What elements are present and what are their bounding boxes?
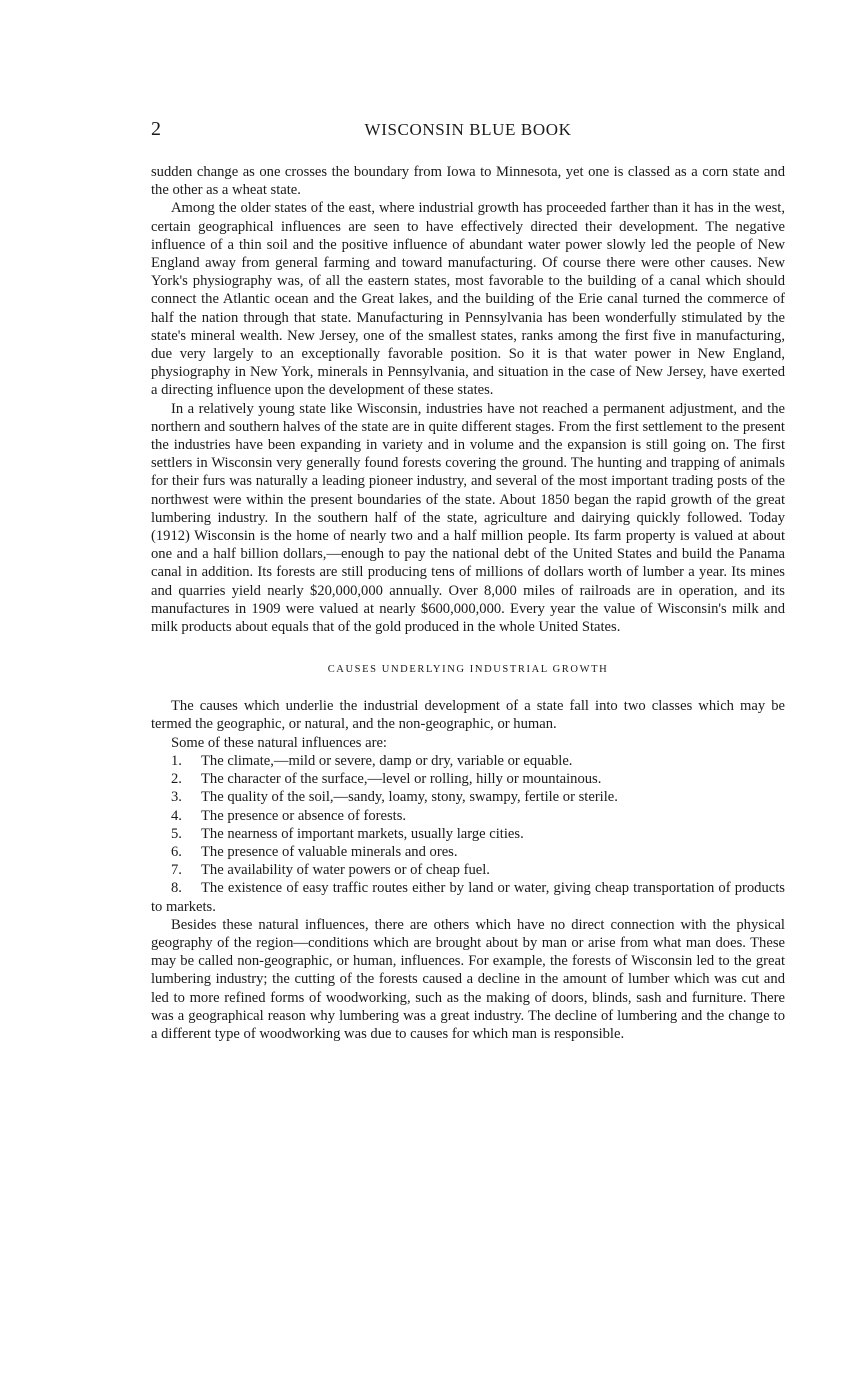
running-title: WISCONSIN BLUE BOOK [364, 120, 572, 139]
list-item-number: 5. [171, 825, 182, 842]
list-item [151, 843, 785, 861]
list-item [151, 861, 785, 879]
list-item-text: The existence of easy traffic routes either by land or water, giving cheap transportation of products to markets. [151, 880, 785, 915]
paragraph-wisconsin-industries: In a relatively young state like Wisconsin, industries have not reached a permanent adjustment, and the northern and southern halves of the state are in quite different stages. From the first settlement to the present the industries have been expanding in variety and in volume and the expansion is still going on. The first settlers in Wisconsin very generally found forests covering the ground. The hunting and trapping of animals for their furs was naturally a leading pioneer industry, and several of the most important trading posts of the northwest were within the present boundaries of the state. About 1850 began the rapid growth of the great lumbering industry. In the southern half of the state, agriculture and dairying quickly followed. Today (1912) Wisconsin is the home of nearly two and a half million people. Its farm property is valued at about one and a half billion dollars,—enough to pay the national debt of the United States and build the Panama canal in addition. Its forests are still producing tens of millions of dollars worth of lumber a year. Its mines and quarries yield nearly $20,000,000 annually. Over 8,000 miles of railroads are in operation, and its manufactures in 1909 were valued at nearly $600,000,000. Every year the value of Wisconsin's milk and milk products about equals that of the gold produced in the whole United States. [151, 400, 785, 636]
list-item-text: The character of the surface,—level or rolling, hilly or mountainous. [201, 771, 602, 788]
list-item-number: 8. [171, 880, 182, 897]
paragraph-continuation: sudden change as one crosses the boundary from Iowa to Minnesota, yet one is classed as a corn state and the other as a wheat state. [151, 164, 785, 199]
list-item [151, 788, 785, 806]
list-item-text: The climate,—mild or severe, damp or dry, variable or equable. [201, 752, 573, 769]
list-item-number: 1. [171, 752, 182, 769]
list-item [151, 825, 785, 843]
list-item-number: 6. [171, 843, 182, 860]
paragraph-human-influences: Besides these natural influences, there are others which have no direct connection with the physical geography of the region—conditions which are brought about by man or arise from what man does. These may be called non-geographic, or human, influences. For example, the forests of Wisconsin led to the great lumbering industry; the cutting of the forests caused a decline in the amount of lumber which was cut and led to more refined forms of woodworking, such as the making of doors, blinds, sash and furniture. There was a geographical reason why lumbering was a great industry. The decline of lumbering and the change to a different type of woodworking was due to causes for which man is responsible. [151, 916, 785, 1042]
list-item-number: 2. [171, 771, 182, 788]
section-intro-paragraph: The causes which underlie the industrial development of a state fall into two classes which may be termed the geographic, or natural, and the non-geographic, or human. [151, 698, 785, 733]
list-item-text: The nearness of important markets, usually large cities. [201, 825, 524, 842]
list-item [151, 807, 785, 825]
list-item-text: The quality of the soil,—sandy, loamy, stony, swampy, fertile or sterile. [201, 789, 618, 806]
list-item-text: The presence of valuable minerals and ores. [201, 843, 458, 860]
list-item [151, 879, 785, 915]
list-intro: Some of these natural influences are: [171, 734, 387, 751]
list-item-text: The presence or absence of forests. [201, 807, 407, 824]
list-item-number: 7. [171, 862, 182, 879]
list-item [151, 770, 785, 788]
list-item-number: 3. [171, 789, 182, 806]
list-item [151, 752, 785, 770]
paragraph-eastern-states: Among the older states of the east, where industrial growth has proceeded farther than it has in the west, certain geographical influences are seen to have effectively directed their development. The negative influence of a thin soil and the positive influence of abundant water power slowly led the people of New England away from general farming and toward manufacturing. Of course there were other causes. New York's physiography was, of all the eastern states, most favorable to the building of a canal which should connect the Atlantic ocean and the Great lakes, and the building of the Erie canal turned the commerce of half the nation through that state. Manufacturing in Pennsylvania has been wonderfully stimulated by the state's mineral wealth. New Jersey, one of the smallest states, ranks among the first five in manufacturing, due very largely to an exceptionally favorable position. So it is that water power in New England, physiography in New York, minerals in Pennsylvania, and situation in the case of New Jersey, have exerted a directing influence upon the development of these states. [151, 200, 785, 399]
page-number: 2 [151, 118, 161, 140]
list-item-text: The availability of water powers or of cheap fuel. [201, 862, 490, 879]
natural-influences-list [151, 752, 785, 916]
section-heading: CAUSES UNDERLYING INDUSTRIAL GROWTH [327, 664, 609, 676]
list-item-number: 4. [171, 807, 182, 824]
book-page [151, 118, 785, 1043]
page-header [151, 118, 785, 144]
